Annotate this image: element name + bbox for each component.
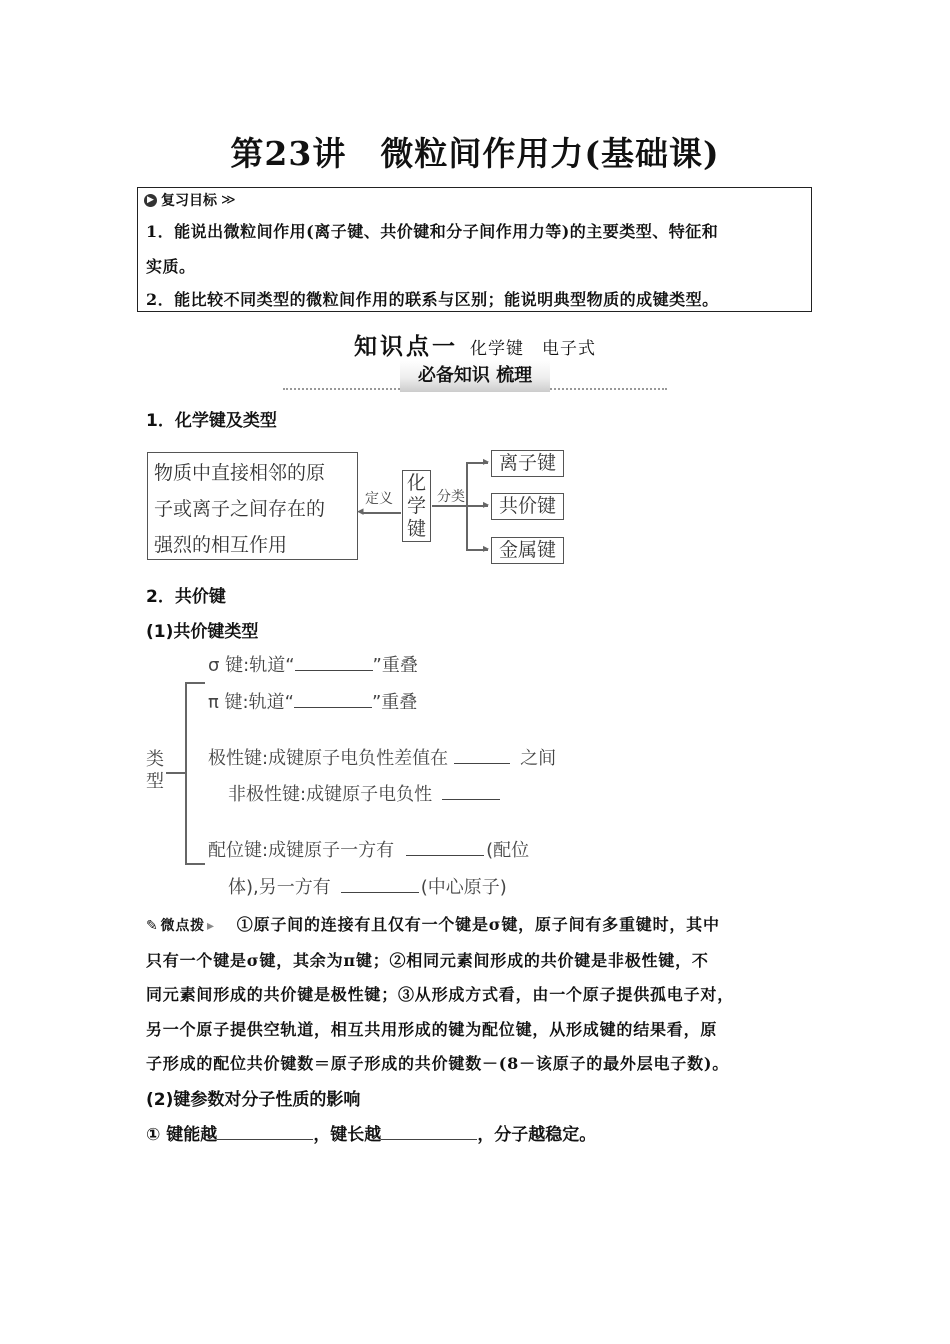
classification-line (432, 505, 466, 507)
arrow-right-icon: ▸ (483, 497, 490, 511)
arrow-right-icon: ▸ (483, 454, 490, 468)
blank-coordinate-1[interactable] (406, 839, 484, 856)
nonpolar-bond-line: 非极性键:成键原子电负性 (228, 780, 500, 806)
tip-paragraph: ✎ 微点拨 ▸ ①原子间的连接有且仅有一个键是σ键，原子间有多重键时，其中 只有一个键是σ键，其余为π键；②相同元素间形成的共价键是非极性键，不 同元素间形成的共价键是极性键；③从形成方式看，由一个原子提供孤电子对， 另一个原子提供空轨道，相互共用形成的键为配位键，从形成键的结果看，原 子形成的配位共价键数＝原子形成的共价键数－(8－该原子的最外层电子数)。 (146, 908, 816, 1082)
pencil-note-icon: ✎ (146, 918, 159, 934)
definition-arrow (363, 512, 401, 514)
blank-sigma[interactable] (295, 654, 373, 671)
section-badge: 必备知识 梳理 (400, 360, 550, 392)
polar-bond-line: 极性键:成键原子电负性差值在 之间 (208, 748, 557, 769)
arrow-left-icon: ◂ (357, 504, 364, 519)
arrow-circle-icon: ▶ (144, 194, 157, 207)
blank-coordinate-2[interactable] (341, 876, 419, 893)
blank-nonpolar[interactable] (442, 783, 500, 800)
sigma-bond-line: σ 键:轨道“ ”重叠 (208, 655, 418, 676)
blank-bond-energy[interactable] (217, 1123, 313, 1140)
section-heading-chemical-bond: 1．化学键及类型 (146, 411, 277, 431)
metallic-bond-box: 金属键 (491, 537, 564, 564)
blank-bond-length[interactable] (381, 1123, 477, 1140)
bond-parameter-question: ① 键能越 ，键长越 ，分子越稳定。 (146, 1125, 597, 1145)
blank-polar[interactable] (454, 747, 510, 764)
tip-label: ✎ 微点拨 ▸ (146, 909, 215, 944)
definition-box: 物质中直接相邻的原 子或离子之间存在的 强烈的相互作用 (147, 452, 358, 560)
double-chevron-icon: ≫ (221, 192, 236, 208)
review-goals-heading: ▶ 复习目标 ≫ (144, 190, 236, 210)
knowledge-point-heading: 知识点一 化学键 电子式 (354, 334, 596, 360)
arrow-right-icon: ▸ (483, 541, 490, 555)
goal-line-2: 实质。 (146, 257, 196, 276)
blank-pi[interactable] (294, 691, 372, 708)
tree-branch-top (185, 682, 205, 684)
classification-label: 分类 (437, 489, 465, 505)
coordinate-bond-line-1: 配位键:成键原子一方有 (配位 (208, 840, 530, 861)
page-title: 第23讲 微粒间作用力(基础课) (230, 134, 720, 173)
type-root-label: 类 型 (146, 749, 164, 792)
triangle-right-icon: ▸ (206, 918, 215, 934)
tree-root-line (166, 772, 186, 774)
subsection-bond-parameters: (2)键参数对分子性质的影响 (146, 1090, 361, 1110)
tree-trunk-line (185, 682, 187, 864)
covalent-bond-box: 共价键 (491, 493, 564, 520)
tree-branch-bottom (185, 863, 205, 865)
definition-label: 定义 (365, 491, 393, 507)
pi-bond-line: π 键:轨道“ ”重叠 (208, 692, 418, 713)
chemical-bond-box: 化 学 键 (402, 470, 431, 542)
section-heading-covalent-bond: 2．共价键 (146, 587, 226, 607)
coordinate-bond-line-2: 体),另一方有 (中心原子) (228, 877, 507, 898)
ionic-bond-box: 离子键 (491, 450, 564, 477)
goal-line-3: 2．能比较不同类型的微粒间作用的联系与区别；能说明典型物质的成键类型。 (146, 290, 719, 309)
goal-line-1: 1．能说出微粒间作用(离子键、共价键和分子间作用力等)的主要类型、特征和 (146, 222, 719, 241)
subsection-bond-types: (1)共价键类型 (146, 622, 259, 642)
